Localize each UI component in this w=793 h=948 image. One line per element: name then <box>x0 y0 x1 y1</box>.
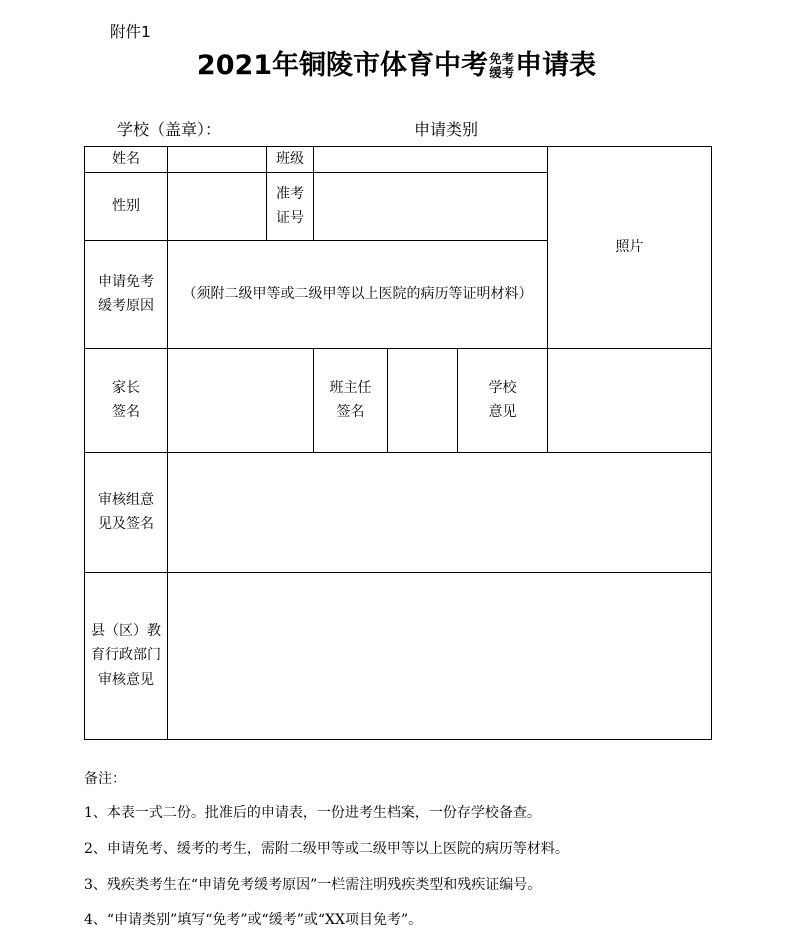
label-county-review-line3: 审核意见 <box>98 671 154 688</box>
label-review-group-line1: 审核组意 <box>98 491 154 508</box>
label-teacher-line2: 签名 <box>336 404 365 420</box>
label-parent-line2: 签名 <box>112 404 140 420</box>
field-name-value[interactable] <box>168 147 267 173</box>
title-stacked-bottom: 缓考 <box>489 64 515 80</box>
remarks-item-4: 4、“申请类别”填写“免考”或“缓考”或“XX项目免考”。 <box>84 912 423 929</box>
title-stacked-top: 免考 <box>489 51 515 66</box>
field-class-value[interactable] <box>314 147 548 173</box>
table-row-county-review <box>85 572 712 739</box>
label-review-group-line2: 见及签名 <box>98 516 154 532</box>
table-row-review-group <box>85 452 712 572</box>
label-teacher-signature <box>314 348 388 452</box>
remarks-section <box>84 768 724 948</box>
label-review-group <box>85 452 168 572</box>
field-parent-signature[interactable] <box>168 348 314 452</box>
remarks-item-2: 2、申请免考、缓考的考生，需附二级甲等或二级甲等以上医院的病历等材料。 <box>84 840 569 857</box>
field-county-review-value[interactable] <box>168 572 712 739</box>
label-parent-line1: 家长 <box>112 379 140 396</box>
remarks-item-1: 1、本表一式二份。批准后的申请表，一份进考生档案，一份存学校备查。 <box>84 805 541 821</box>
label-school-opinion-line1: 学校 <box>488 379 517 396</box>
table-row-signatures <box>85 348 712 452</box>
application-form-table <box>84 146 712 740</box>
label-exam-number-line1: 准考 <box>276 185 304 202</box>
remarks-title: 备注： <box>84 771 126 787</box>
label-teacher-line1: 班主任 <box>329 379 372 396</box>
table-row-name <box>85 147 712 173</box>
label-school-opinion-line2: 意见 <box>488 404 517 420</box>
label-reason-line1: 申请免考 <box>98 273 154 290</box>
field-review-group-value[interactable] <box>168 452 712 572</box>
title-suffix: 申请表 <box>515 50 597 81</box>
page-title <box>0 52 793 80</box>
field-school-opinion[interactable] <box>548 348 712 452</box>
attachment-label: 附件1 <box>110 23 151 41</box>
label-parent-signature <box>85 348 168 452</box>
label-reason <box>85 240 168 348</box>
field-exam-number-value[interactable] <box>314 172 548 240</box>
label-county-review <box>85 572 168 739</box>
title-stacked-group <box>489 52 514 79</box>
label-exam-number-line2: 证号 <box>276 210 304 226</box>
field-gender-value[interactable] <box>168 172 267 240</box>
label-county-review-line2: 育行政部门 <box>91 647 161 664</box>
label-class: 班级 <box>267 147 314 173</box>
title-prefix: 2021年铜陵市体育中考 <box>196 50 489 81</box>
reason-hint-text: （须附二级甲等或二级甲等以上医院的病历等证明材料） <box>182 285 533 302</box>
label-exam-number <box>267 172 314 240</box>
label-reason-line2: 缓考原因 <box>98 298 154 314</box>
label-school-opinion <box>458 348 548 452</box>
label-name: 姓名 <box>85 147 168 173</box>
field-reason-value[interactable] <box>168 240 548 348</box>
remarks-item-3: 3、残疾类考生在“申请免考缓考原因”一栏需注明残疾类型和残疾证编号。 <box>84 876 542 893</box>
field-teacher-signature[interactable] <box>388 348 458 452</box>
photo-placeholder[interactable]: 照片 <box>548 147 712 349</box>
label-county-review-line1: 县（区）教 <box>91 622 161 639</box>
application-category-label: 申请类别 <box>414 120 479 139</box>
label-gender: 性别 <box>85 172 168 240</box>
subheader-row <box>0 117 793 143</box>
school-seal-label: 学校（盖章）： <box>117 120 222 139</box>
